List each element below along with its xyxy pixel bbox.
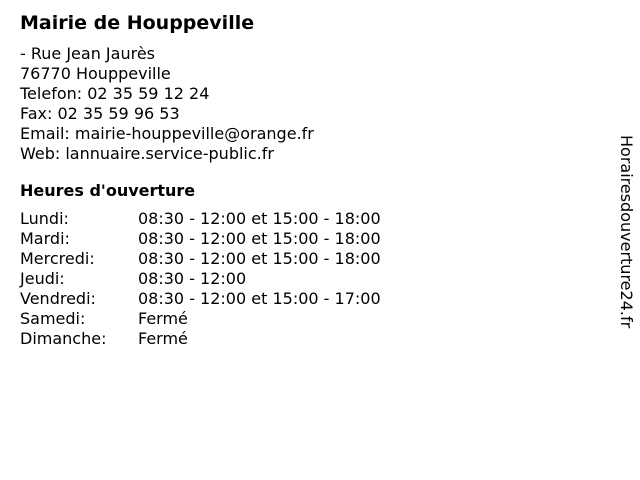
email-address: Email: mairie-houppeville@orange.fr xyxy=(20,124,314,143)
city-postal-code: 76770 Houppeville xyxy=(20,64,171,83)
time-range: 08:30 - 12:00 et 15:00 - 18:00 xyxy=(138,229,381,248)
address-block xyxy=(20,44,600,164)
opening-hours-heading: Heures d'ouverture xyxy=(20,181,196,200)
day-label: Samedi: xyxy=(20,309,86,328)
opening-hours-table xyxy=(20,209,600,349)
day-label: Jeudi: xyxy=(20,269,65,288)
hours-row-wednesday xyxy=(20,249,600,269)
hours-row-friday xyxy=(20,289,600,309)
hours-row-monday xyxy=(20,209,600,229)
street-address: - Rue Jean Jaurès xyxy=(20,44,155,63)
time-range: 08:30 - 12:00 xyxy=(138,269,247,288)
phone-number: Telefon: 02 35 59 12 24 xyxy=(20,84,210,103)
time-range: 08:30 - 12:00 et 15:00 - 17:00 xyxy=(138,289,381,308)
hours-row-sunday xyxy=(20,329,600,349)
fax-number: Fax: 02 35 59 96 53 xyxy=(20,104,180,123)
day-label: Mercredi: xyxy=(20,249,95,268)
hours-row-tuesday xyxy=(20,229,600,249)
hours-row-thursday xyxy=(20,269,600,289)
time-range: Fermé xyxy=(138,309,188,328)
time-range: 08:30 - 12:00 et 15:00 - 18:00 xyxy=(138,249,381,268)
business-title: Mairie de Houppeville xyxy=(20,12,255,34)
time-range: Fermé xyxy=(138,329,188,348)
day-label: Mardi: xyxy=(20,229,70,248)
business-info-card xyxy=(20,10,600,349)
day-label: Dimanche: xyxy=(20,329,107,348)
site-brand-vertical: Horairesdouverture24.fr xyxy=(617,135,636,329)
hours-row-saturday xyxy=(20,309,600,329)
day-label: Vendredi: xyxy=(20,289,96,308)
time-range: 08:30 - 12:00 et 15:00 - 18:00 xyxy=(138,209,381,228)
day-label: Lundi: xyxy=(20,209,69,228)
website-address: Web: lannuaire.service-public.fr xyxy=(20,144,274,163)
